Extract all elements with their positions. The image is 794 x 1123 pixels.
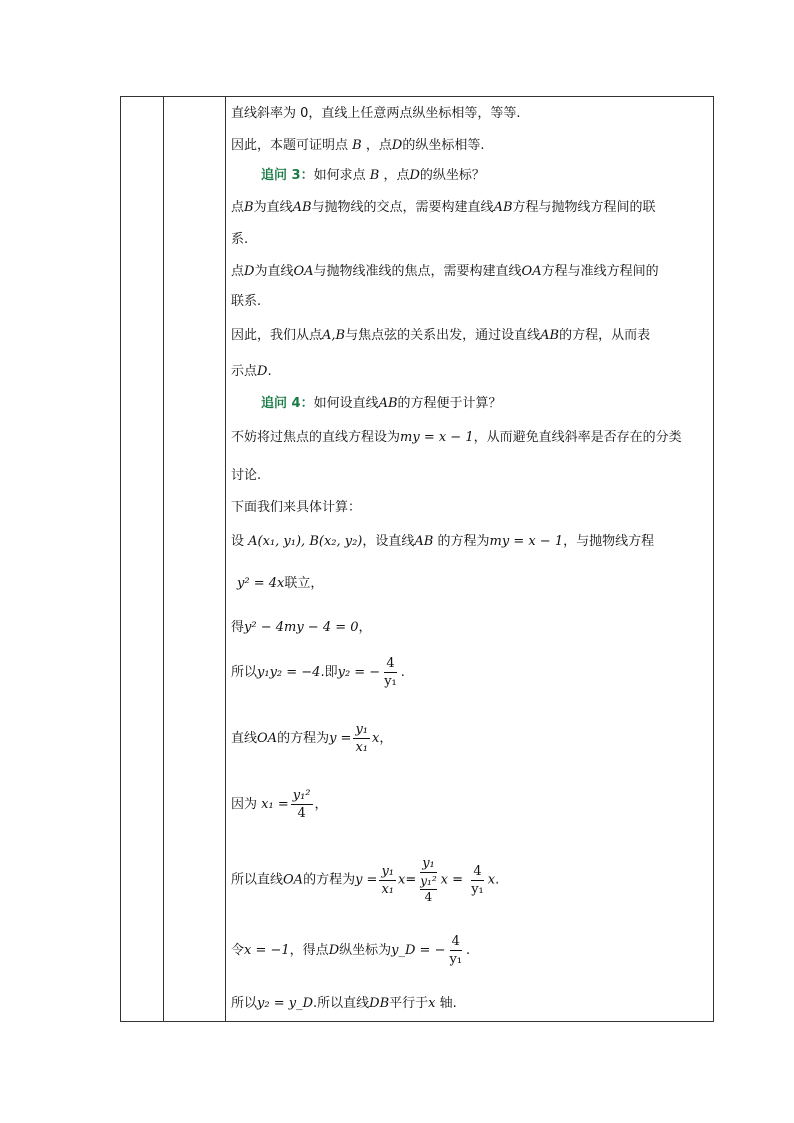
text-line-6: 点D为直线OA与抛物线准线的焦点，需要构建直线OA方程与准线方程间的 <box>231 264 659 279</box>
text-line-13: 下面我们来具体计算： <box>231 500 362 515</box>
column-divider-1 <box>163 97 164 1021</box>
text-line-1: 直线斜率为 0，直线上任意两点纵坐标相等，等等. <box>231 106 521 121</box>
text-line-19: 因为 x₁ = $\frac{\text{y₁²}}{4}$ ， <box>231 788 328 821</box>
content-cell <box>231 97 713 1021</box>
text-line-20: 所以直线OA的方程为y = $\frac{\text{y₁}}{\text{x₁}}$ x= $\frac{\text{y₁}}{\frac{\text{y₁²}}{4}}$ x = $\frac{4}{\text{y₁}}$ x. <box>231 856 500 904</box>
fraction-nested: $\frac{\text{y₁}}{\frac{\text{y₁²}}{4}}$ <box>420 856 437 904</box>
text-line-7: 联系. <box>231 294 262 309</box>
text-line-21: 令x = −1，得点D纵坐标为y_D = − $\frac{4}{\text{y₁}}$ . <box>231 934 471 967</box>
text-line-4: 点B为直线AB与抛物线的交点，需要构建直线AB方程与抛物线方程间的联 <box>231 200 656 215</box>
text-line-16: 得y² − 4my − 4 = 0， <box>231 620 372 635</box>
text-line-17: 所以y₁y₂ = −4.即y₂ = − $\frac{4}{\text{y₁}}$ . <box>231 656 405 689</box>
text-line-9: 示点D. <box>231 364 272 379</box>
fraction-4-over-y1-c: $\frac{4}{\text{y₁}}$ <box>449 934 463 967</box>
text-line-15: y² = 4x联立， <box>237 576 324 591</box>
table-frame <box>120 96 714 1022</box>
question-3: 追问 3：如何求点 B ，点D的纵坐标？ <box>261 168 485 183</box>
text-line-2: 因此，本题可证明点 B ，点D的纵坐标相等. <box>231 138 485 153</box>
question-4: 追问 4：如何设直线AB的方程便于计算？ <box>261 396 502 411</box>
text-line-11: 不妨将过焦点的直线方程设为my = x − 1，从而避免直线斜率是否存在的分类 <box>231 430 682 445</box>
fraction-4-over-y1: $\frac{4}{\text{y₁}}$ <box>384 656 397 689</box>
text-line-12: 讨论. <box>231 468 262 483</box>
text-line-5: 系. <box>231 232 249 247</box>
text-line-8: 因此，我们从点A,B与焦点弦的关系出发，通过设直线AB的方程，从而表 <box>231 328 651 343</box>
column-divider-2 <box>225 97 226 1021</box>
fraction-4-over-y1-b: $\frac{4}{\text{y₁}}$ <box>471 863 484 897</box>
fraction-y1-over-x1: $\frac{\text{y₁}}{\text{x₁}}$ <box>355 722 369 755</box>
fraction-y1sq-over-4: $\frac{\text{y₁²}}{4}$ <box>292 788 311 821</box>
fraction-y1-over-x1-b: $\frac{\text{y₁}}{\text{x₁}}$ <box>381 863 395 897</box>
text-line-22: 所以y₂ = y_D.所以直线DB平行于x 轴. <box>231 996 457 1011</box>
text-line-14: 设 A(x₁, y₁), B(x₂, y₂)，设直线AB 的方程为my = x − 1，与抛物线方程 <box>231 534 655 549</box>
text-line-18: 直线OA的方程为y = $\frac{\text{y₁}}{\text{x₁}}$ x， <box>231 722 393 755</box>
